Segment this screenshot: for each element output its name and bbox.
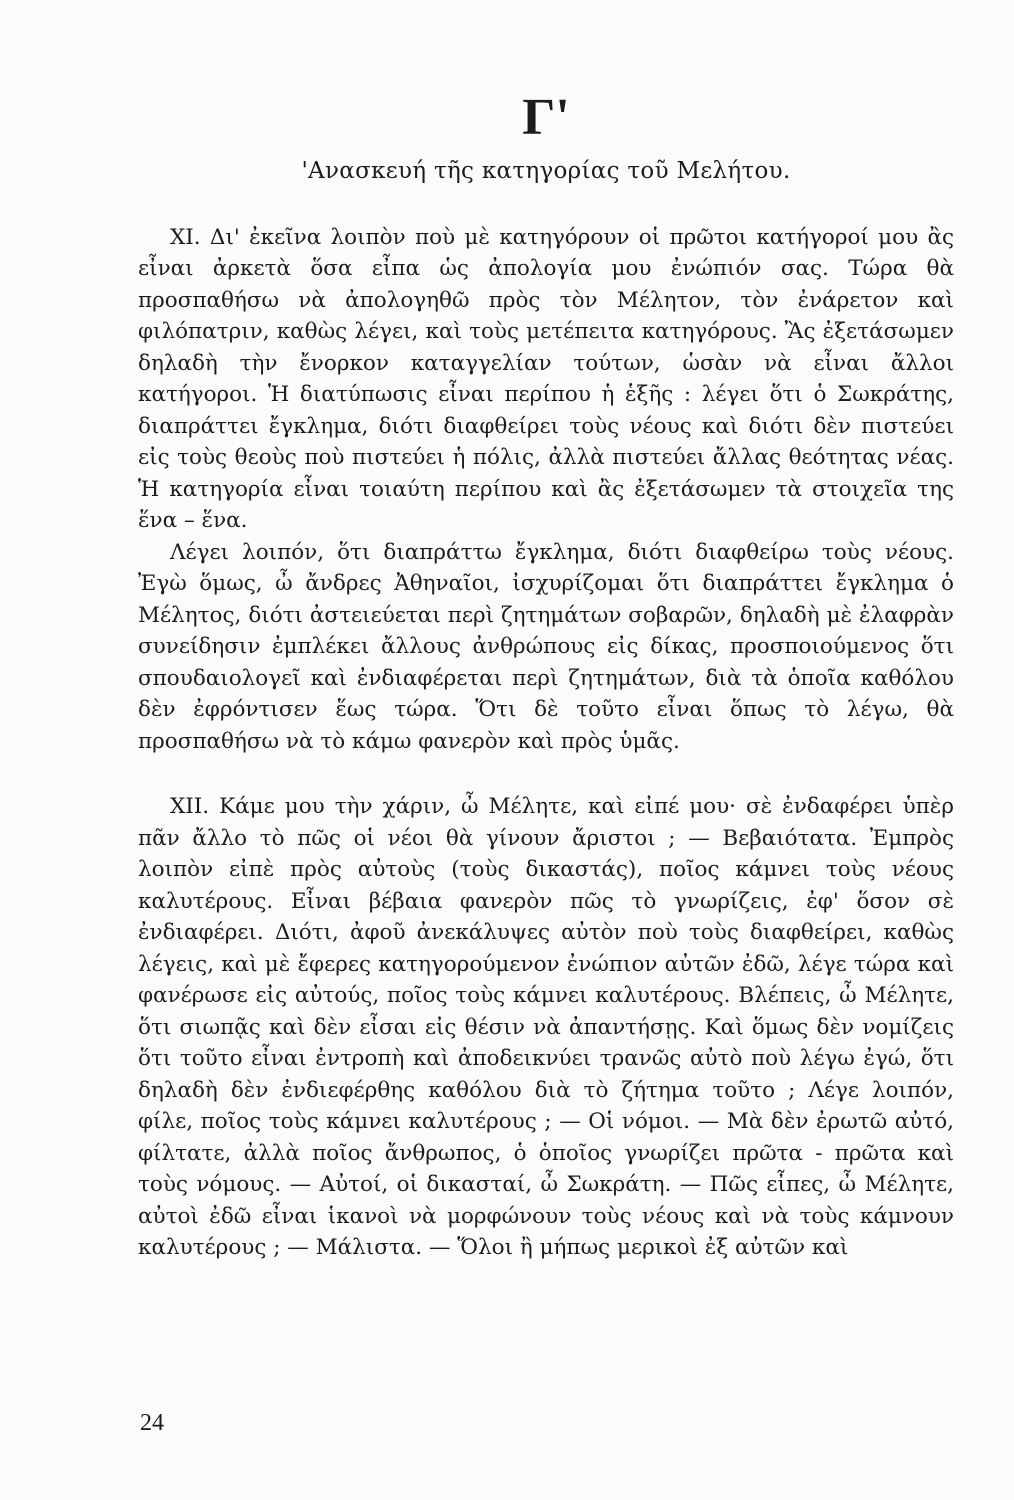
paragraph-section-xii: XII. Κάμε μου τὴν χάριν, ὦ Μέλητε, καὶ εἰπέ μου· σὲ ἐνδαφέρει ὑπὲρ πᾶν ἄλλο τὸ πῶς οἱ νέοι θὰ γίνουν ἄριστοι ; — Βεβαιότατα. Ἐμπρὸς λοιπὸν εἰπὲ πρὸς αὐτοὺς (τοὺς δικαστάς), ποῖος κάμνει τοὺς νέους καλυτέρους. Εἶναι βέβαια φανερὸν πῶς τὸ γνωρίζεις, ἐφ' ὅσον σὲ ἐνδιαφέρει. Διότι, ἀφοῦ ἀνεκάλυψες αὐτὸν ποὺ τοὺς διαφθείρει, καθὼς λέγεις, καὶ μὲ ἔφερες κατηγορούμενον ἐνώπιον αὐτῶν ἐδῶ, λέγε τώρα καὶ φανέρωσε εἰς αὐτούς, ποῖος τοὺς κάμνει καλυτέρους. Βλέπεις, ὦ Μέλητε, ὅτι σιωπᾷς καὶ δὲν εἶσαι εἰς θέσιν νὰ ἀπαντήσῃς. Καὶ ὅμως δὲν νομίζεις ὅτι τοῦτο εἶναι ἐντροπὴ καὶ ἀποδεικνύει τρανῶς αὐτὸ ποὺ λέγω ἐγώ, ὅτι δηλαδὴ δὲν ἐνδιεφέρθης καθόλου διὰ τὸ ζήτημα τοῦτο ; Λέγε λοιπόν, φίλε, ποῖος τοὺς κάμνει καλυτέρους ; — Οἱ νόμοι. — Μὰ δὲν ἐρωτῶ αὐτό, φίλτατε, ἀλλὰ ποῖος ἄνθρωπος, ὁ ὁποῖος γνωρίζει πρῶτα - πρῶτα καὶ τοὺς νόμους. — Αὐτοί, οἱ δικασταί, ὦ Σωκράτη. — Πῶς εἶπες, ὦ Μέλητε, αὐτοὶ ἐδῶ εἶναι ἱκανοὶ νὰ μορφώνουν τοὺς νέους καὶ νὰ τοὺς κάμνουν καλυτέρους ; — Μάλιστα. — Ὅλοι ἢ μήπως μερικοὶ ἐξ αὐτῶν καὶ	[138, 794, 954, 1261]
page-number: 24	[140, 1410, 164, 1436]
chapter-title: 'Ανασκευή τῆς κατηγορίας τοῦ Μελήτου.	[301, 158, 791, 184]
chapter-number: Γ'	[522, 89, 570, 146]
paragraph-section-xi: XI. Δι' ἐκεῖνα λοιπὸν ποὺ μὲ κατηγόρουν οἱ πρῶτοι κατήγοροί μου ἂς εἶναι ἀρκετὰ ὅσα εἶπα ὡς ἀπολογία μου ἐνώπιόν σας. Τώρα θὰ προσπαθήσω νὰ ἀπολογηθῶ πρὸς τὸν Μέλητον, τὸν ἐνάρετον καὶ φιλόπατριν, καθὼς λέγει, καὶ τοὺς μετέπειτα κατηγόρους. Ἂς ἐξετάσωμεν δηλαδὴ τὴν ἔνορκον καταγγελίαν τούτων, ὡσὰν νὰ εἶναι ἄλλοι κατήγοροι. Ἡ διατύπωσις εἶναι περίπου ἡ ἑξῆς : λέγει ὅτι ὁ Σωκράτης, διαπράττει ἔγκλημα, διότι διαφθείρει τοὺς νέους καὶ διότι δὲν πιστεύει εἰς τοὺς θεοὺς ποὺ πιστεύει ἡ πόλις, ἀλλὰ πιστεύει ἄλλας θεότητας νέας. Ἡ κατηγορία εἶναι τοιαύτη περίπου καὶ ἂς ἐξετάσωμεν τὰ στοιχεῖα της ἕνα – ἕνα.	[138, 224, 954, 534]
paragraph: Λέγει λοιπόν, ὅτι διαπράττω ἔγκλημα, διότι διαφθείρω τοὺς νέους. Ἐγὼ ὅμως, ὦ ἄνδρες Ἀθηναῖοι, ἰσχυρίζομαι ὅτι διαπράττει ἔγκλημα ὁ Μέλητος, διότι ἀστειεύεται περὶ ζητημάτων σοβαρῶν, δηλαδὴ μὲ ἐλαφρὰν συνείδησιν ἐμπλέκει ἄλλους ἀνθρώπους εἰς δίκας, προσποιούμενος ὅτι σπουδαιολογεῖ καὶ ἐνδιαφέρεται περὶ ζητημάτων, διὰ τὰ ὁποῖα καθόλου δὲν ἐφρόντισεν ἕως τώρα. Ὅτι δὲ τοῦτο εἶναι ὅπως τὸ λέγω, θὰ προσπαθήσω νὰ τὸ κάμω φανερὸν καὶ πρὸς ὑμᾶς.	[138, 539, 954, 754]
